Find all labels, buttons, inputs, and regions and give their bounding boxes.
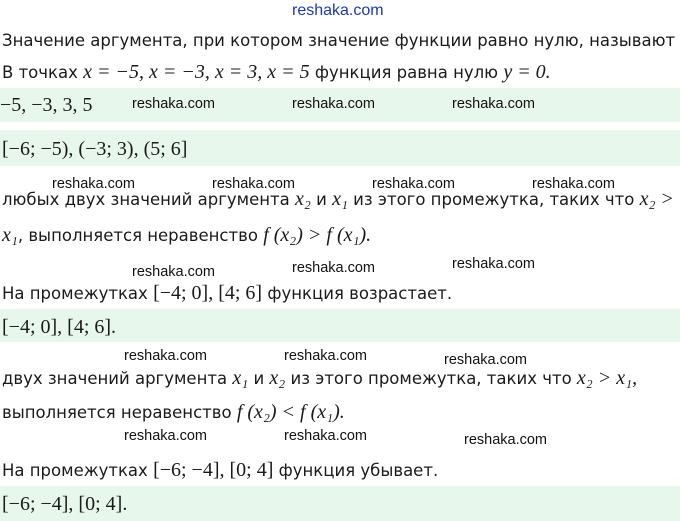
decreasing-answer: [−6; −4], [0; 4]. xyxy=(2,493,128,515)
increasing-answer: [−4; 0], [4; 6]. xyxy=(2,316,117,338)
increasing-def2-ineq: f (x₂) > f (x₁). xyxy=(263,224,372,246)
watermark: reshaka.com xyxy=(132,264,216,280)
watermark: reshaka.com xyxy=(212,176,296,192)
increasing-def-prefix: любых двух значений аргумента xyxy=(2,190,290,209)
increasing-def2-x1: x₁ xyxy=(2,224,18,246)
increasing-def-x2: x₂ xyxy=(295,188,311,210)
increasing-result-intervals: [−4; 0], [4; 6] xyxy=(153,282,263,304)
watermark: reshaka.com xyxy=(292,96,376,112)
increasing-def-and: и xyxy=(316,190,327,209)
decreasing-def-mid: из этого промежутка, таких что xyxy=(290,369,572,388)
zeros-points-prefix: В точках xyxy=(2,63,78,82)
zeros-answer: −5, −3, 3, 5 xyxy=(0,94,93,116)
watermark: reshaka.com xyxy=(464,432,548,448)
increasing-def-tail: x₂ > xyxy=(639,188,674,210)
zeros-points-eq: y = 0. xyxy=(503,61,551,83)
decreasing-result-suffix: функция убывает. xyxy=(278,461,439,480)
decreasing-def2-ineq: f (x₂) < f (x₁). xyxy=(236,401,345,423)
watermark: reshaka.com xyxy=(124,428,208,444)
watermark: reshaka.com xyxy=(444,352,528,368)
decreasing-def-cond: x₂ > x₁, xyxy=(576,367,638,389)
decreasing-def2-text: выполняется неравенство xyxy=(2,403,232,422)
watermark: reshaka.com xyxy=(284,428,368,444)
increasing-result-prefix: На промежутках xyxy=(2,284,148,303)
watermark: reshaka.com xyxy=(532,176,616,192)
decreasing-def-line2 xyxy=(2,401,345,424)
watermark: reshaka.com xyxy=(284,348,368,364)
watermark: reshaka.com xyxy=(52,176,136,192)
increasing-result-line xyxy=(2,282,452,305)
zeros-points-line xyxy=(2,61,551,84)
zeros-definition: Значение аргумента, при котором значение функции равно нулю, называют xyxy=(2,31,676,50)
decreasing-result-intervals: [−6; −4], [0; 4] xyxy=(153,459,274,481)
decreasing-result-line xyxy=(2,459,438,482)
decreasing-result-prefix: На промежутках xyxy=(2,461,148,480)
site-title[interactable]: reshaka.com xyxy=(292,2,384,19)
zeros-points-suffix: функция равна нулю xyxy=(314,63,499,82)
increasing-def-line2 xyxy=(2,224,371,247)
decreasing-def-x2: x₂ xyxy=(269,367,286,389)
watermark: reshaka.com xyxy=(124,348,208,364)
decreasing-def-x1: x₁ xyxy=(232,367,249,389)
positive-answer: [−6; −5), (−3; 3), (5; 6] xyxy=(2,138,188,160)
watermark: reshaka.com xyxy=(292,260,376,276)
increasing-def2-text: , выполняется неравенство xyxy=(17,226,258,245)
watermark: reshaka.com xyxy=(132,96,216,112)
watermark: reshaka.com xyxy=(372,176,456,192)
decreasing-def-prefix: двух значений аргумента xyxy=(2,369,228,388)
zeros-points-math: x = −5, x = −3, x = 3, x = 5 xyxy=(83,61,310,83)
decreasing-def-line1 xyxy=(2,367,637,390)
watermark: reshaka.com xyxy=(452,256,536,272)
increasing-def-mid: из этого промежутка, таких что xyxy=(353,190,635,209)
increasing-def-x1: x₁ xyxy=(332,188,348,210)
decreasing-def-and: и xyxy=(253,369,265,388)
increasing-result-suffix: функция возрастает. xyxy=(267,284,453,303)
watermark: reshaka.com xyxy=(452,96,536,112)
